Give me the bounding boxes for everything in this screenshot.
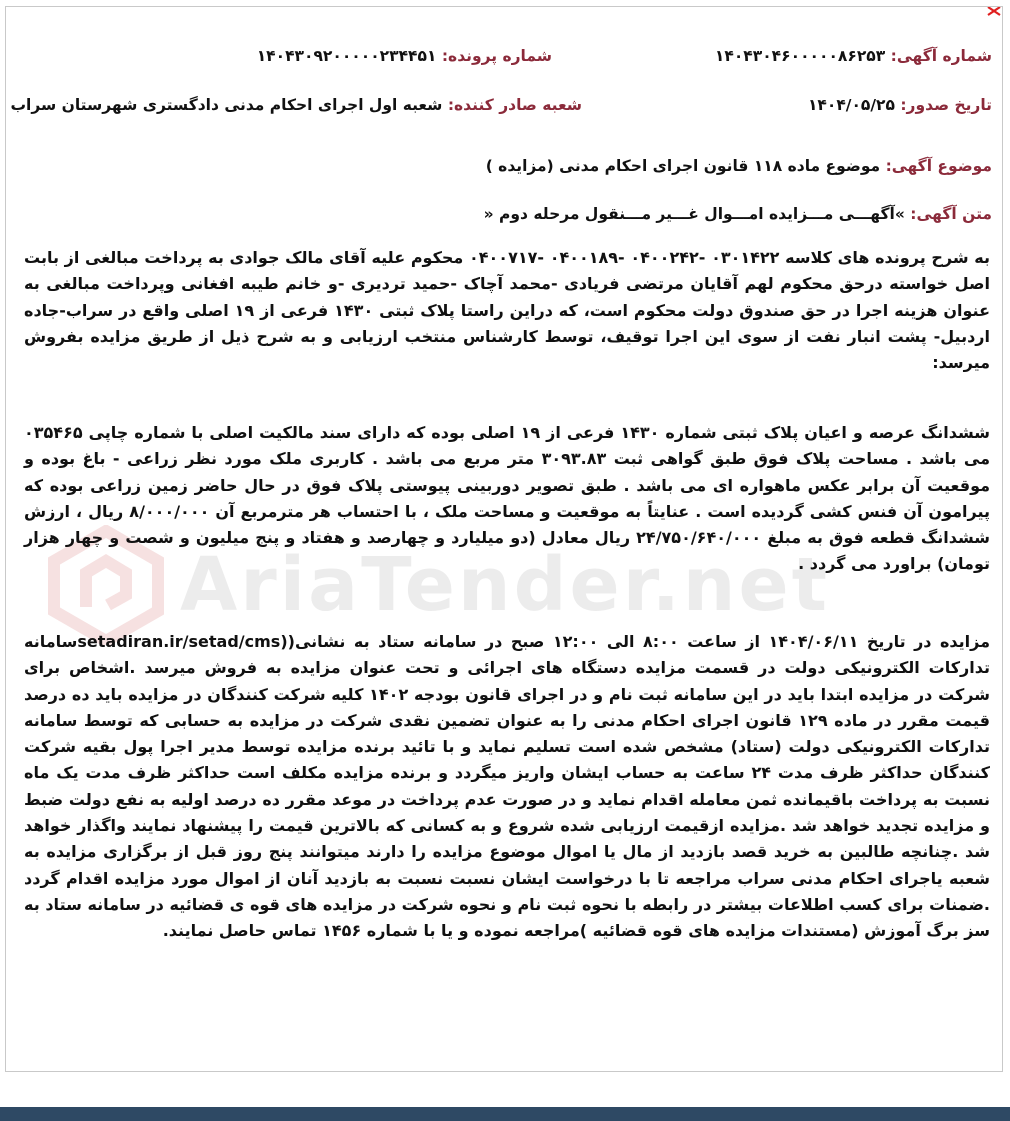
issuer: شعبه اول اجرای احکام مدنی دادگستری شهرستان سراب bbox=[10, 96, 443, 114]
subject: موضوع ماده ۱۱۸ قانون اجرای احکام مدنی (مزایده ) bbox=[485, 157, 881, 175]
notice-number-row bbox=[715, 47, 992, 65]
notice-text-label: متن آگهی: bbox=[910, 205, 992, 223]
notice-text-row bbox=[484, 205, 992, 223]
bottom-strip bbox=[0, 1107, 1010, 1121]
file-number-label: شماره پرونده: bbox=[441, 47, 552, 65]
paragraph-case: به شرح پرونده های کلاسه ۰۳۰۱۴۲۲ -۰۴۰۰۲۴۲ -۰۴۰۰۱۸۹ -۰۴۰۰۷۱۷ محکوم علیه آقای مالک جوادی به پرداخت مبالغی از بابت اصل خواسته درحق محکوم لهم آقایان مرتضی فریادی -محمد آچاک -حمید تردیری -و خانم طیبه افغانی وپرداخت مبالغی به عنوان هزینه اجرا در حق صندوق دولت محکوم است، که دراین راستا پلاک ثبتی ۱۴۳۰ فرعی از ۱۹ اصلی واقع در سراب-جاده اردبیل- پشت انبار نفت از سوی این اجرا توقیف، توسط کارشناس منتخب ارزیابی و به شرح ذیل از طریق مزایده بفروش میرسد: bbox=[24, 248, 991, 373]
issue-date: ۱۴۰۴/۰۵/۲۵ bbox=[807, 96, 895, 114]
document-frame bbox=[5, 6, 1003, 1072]
file-number: ۱۴۰۴۳۰۹۲۰۰۰۰۰۲۳۴۴۵۱ bbox=[256, 47, 437, 65]
subject-label: موضوع آگهی: bbox=[885, 157, 992, 175]
close-icon-glyph bbox=[986, 6, 1002, 16]
paragraph-auction: مزایده در تاریخ ۱۴۰۴/۰۶/۱۱ از ساعت ۸:۰۰ الی ۱۲:۰۰ صبح در سامانه ستاد به نشانی((setadiran.ir/setad/cmsسامانه تدارکات الکترونیکی دولت در قسمت مزایده دستگاه های اجرائی و تحت عنوان مزایده به فروش میرسد .اشخاص برای شرکت در مزایده ابتدا باید در این سامانه ثبت نام و در اجرای قانون بودجه ۱۴۰۲ کلیه شرکت کنندگان در مزایده باید ده درصد قیمت مقرر در ماده ۱۲۹ قانون اجرای احکام مدنی را به عنوان تضمین نقدی شرکت در مزایده به حسابی که توسط سامانه تدارکات الکترونیکی دولت (ستاد) مشخص شده است تسلیم نماید و با تائید برنده مزایده توسط مدیر اجرا پول بقیه شرکت کنندگان حداکثر ظرف مدت ۲۴ ساعت به حساب ایشان واریز میگردد و برنده مزایده مکلف است حداکثر ظرف مدت یک ماه نسبت به پرداخت باقیمانده ثمن معامله اقدام نماید و در صورت عدم پرداخت در موعد مقرر ده درصد اولیه به نفع دولت ضبط و مزایده تجدید خواهد شد .مزایده ازقیمت ارزیابی شده شروع و به کسانی که بالاترین قیمت را پیشنهاد نمایند واگذار خواهد شد .چنانچه طالبین به خرید قصد بازدید از مال یا اموال موضوع مزایده را دارند میتوانند پنج روز قبل از برگزاری مزایده به شعبه یاجرای احکام مدنی سراب مراجعه تا با درخواست ایشان نسبت نسبت به بازدید آنان از اموال مورد مزایده اقدام گردد .ضمنات برای کسب اطلاعات بیشتر در رابطه با نحوه ثبت نام و نحوه شرکت در مزایده های قوه ی قضائیه در سامانه ستاد به سز برگ آموزش (مستندات مزایده های قوه قضائیه )مراجعه نموده و یا با شماره ۱۴۵۶ تماس حاصل نمایند. bbox=[24, 632, 991, 941]
file-number-row bbox=[257, 47, 552, 65]
notice-number: ۱۴۰۴۳۰۴۶۰۰۰۰۰۸۶۲۵۳ bbox=[714, 47, 886, 65]
subject-row bbox=[486, 157, 992, 175]
issue-date-label: تاریخ صدور: bbox=[900, 96, 992, 114]
close-icon[interactable] bbox=[984, 6, 1002, 18]
paragraph-property: ششدانگ عرصه و اعیان پلاک ثبتی شماره ۱۴۳۰ فرعی از ۱۹ اصلی بوده که دارای سند مالکیت اصلی با شماره چاپی ۰۳۵۴۶۵ می باشد . مساحت پلاک فوق طبق گواهی ثبت ۳۰۹۳.۸۳ متر مربع می باشد . کاربری ملک مورد نظر زراعی - باغ بوده و موقعیت آن برابر عکس ماهواره ای می باشد . طبق تصویر دوربینی پیوستی پلاک فوق در حال حاضر زمین زراعی بوده که پیرامون آن فنس کشی گردیده است . عنایتاً به موقعیت و مساحت ملک ، با احتساب هر مترمربع آن ۸/۰۰۰/۰۰۰ ریال ، ارزش ششدانگ قطعه فوق به مبلغ ۲۴/۷۵۰/۶۴۰/۰۰۰ ریال معادل (دو میلیارد و چهارصد و هفتاد و پنج میلیون و شصت و چهار هزار تومان) براورد می گردد . bbox=[24, 423, 991, 574]
issuer-row bbox=[10, 96, 582, 114]
notice-text-title: »آگهـــی مـــزایده امـــوال غـــیر مـــنقول مرحله دوم « bbox=[483, 205, 905, 223]
watermark-text: AriaTender.net bbox=[180, 542, 831, 628]
notice-number-label: شماره آگهی: bbox=[890, 47, 992, 65]
issue-date-row bbox=[808, 96, 992, 114]
issuer-label: شعبه صادر کننده: bbox=[447, 96, 582, 114]
